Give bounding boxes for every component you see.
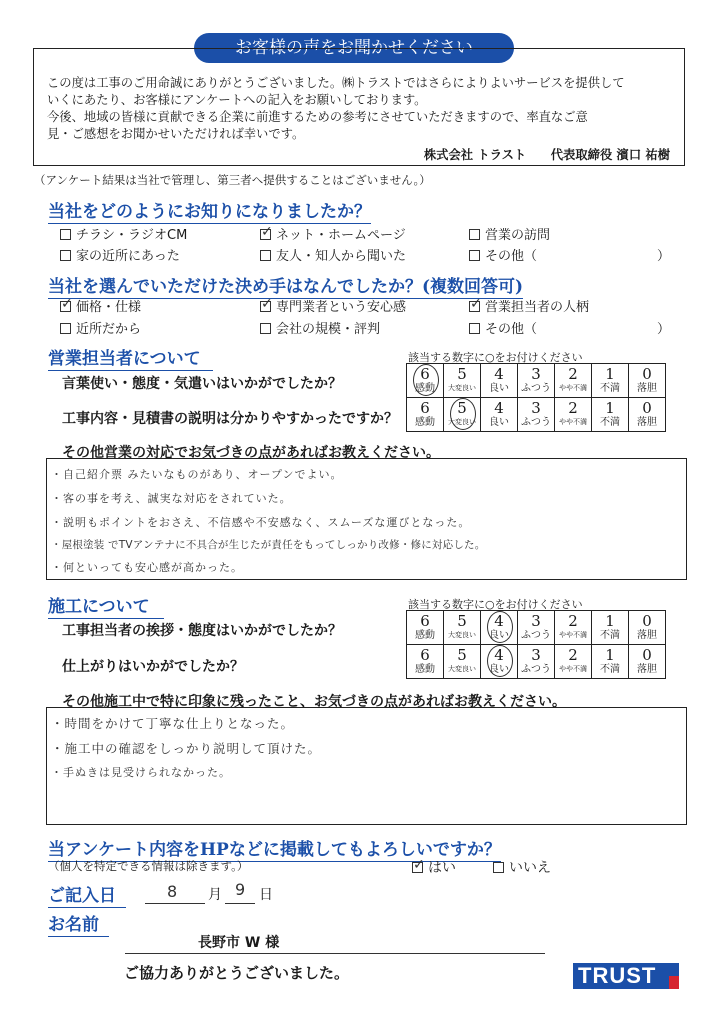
date-title: ご記入日 xyxy=(48,881,126,908)
comment-line: ・自己紹介票 みたいなものがあり、オープンでよい。 xyxy=(51,468,343,481)
construction-rating-table xyxy=(406,610,666,679)
rating-cell[interactable] xyxy=(444,611,481,645)
rating-label: 良い xyxy=(489,664,509,675)
rating-label: 落胆 xyxy=(637,383,657,394)
checkbox[interactable] xyxy=(260,323,271,334)
rating-number: 3 xyxy=(531,399,541,417)
rating-number: 1 xyxy=(605,646,615,664)
rating-cell[interactable] xyxy=(555,364,592,398)
comment-line: ・手ぬきは見受けられなかった。 xyxy=(51,766,231,779)
rating-cell[interactable] xyxy=(518,611,555,645)
rating-label: 落胆 xyxy=(637,630,657,641)
rating-label: 良い xyxy=(489,417,509,428)
rating-cell[interactable] xyxy=(407,611,444,645)
q2-option[interactable]: 会社の規模・評判 xyxy=(260,318,380,337)
rating-label: 大変良い xyxy=(448,631,476,639)
q2-close-paren: ） xyxy=(657,322,671,337)
rating-number: 2 xyxy=(568,365,578,383)
comment-line: ・何といっても安心感が高かった。 xyxy=(51,561,243,574)
rating-row xyxy=(407,364,666,398)
checkbox[interactable] xyxy=(493,862,504,873)
rating-label: 感動 xyxy=(415,383,435,394)
rating-number: 4 xyxy=(494,612,504,630)
intro-line: 見・ご感想をお聞かせいただければ幸いです。 xyxy=(47,127,305,141)
rating-label: やや不満 xyxy=(559,665,587,673)
rating-label: 感動 xyxy=(415,664,435,675)
rating-cell[interactable] xyxy=(555,645,592,679)
comment-line: ・施工中の確認をしっかり説明して頂けた。 xyxy=(51,741,322,756)
rating-label: やや不満 xyxy=(559,418,587,426)
checkbox-checked[interactable] xyxy=(469,301,480,312)
rating-cell[interactable] xyxy=(444,645,481,679)
checkbox[interactable] xyxy=(469,250,480,261)
rating-cell[interactable] xyxy=(555,611,592,645)
selection-circle xyxy=(487,611,513,643)
rating-cell[interactable] xyxy=(407,645,444,679)
rating-label: ふつう xyxy=(521,664,551,675)
q1-option[interactable]: その他（ xyxy=(469,245,537,264)
q2-option[interactable]: ✓ 営業担当者の人柄 xyxy=(469,296,589,315)
rating-cell[interactable] xyxy=(629,645,666,679)
rating-label: 感動 xyxy=(415,630,435,641)
construction-title: 施工について xyxy=(48,592,164,619)
rating-number: 0 xyxy=(642,612,652,630)
rating-number: 4 xyxy=(494,646,504,664)
q1-title: 当社をどのようにお知りになりましたか？ xyxy=(48,197,371,224)
rating-cell[interactable] xyxy=(518,398,555,432)
rating-label: ふつう xyxy=(521,383,551,394)
rating-number: 6 xyxy=(420,365,430,383)
rating-number: 1 xyxy=(605,399,615,417)
comment-line: ・説明もポイントをおさえ、不信感や不安感なく、スムーズな運びとなった。 xyxy=(51,516,471,529)
date-month-label: 月 xyxy=(208,887,222,903)
rating-label: やや不満 xyxy=(559,384,587,392)
name-field[interactable] xyxy=(125,930,545,954)
checkbox[interactable] xyxy=(260,250,271,261)
signature: 株式会社 トラスト 代表取締役 濱口 祐樹 xyxy=(423,148,670,162)
rating-label: 不満 xyxy=(600,630,620,641)
rating-number: 1 xyxy=(605,612,615,630)
rating-number: 0 xyxy=(642,646,652,664)
q1-option[interactable]: 友人・知人から聞いた xyxy=(260,245,406,264)
date-month-value: 8 xyxy=(167,882,178,901)
trust-logo xyxy=(573,963,679,989)
rating-cell[interactable] xyxy=(592,398,629,432)
intro-line: 今後、地域の皆様に貢献できる企業に前進するための参考にさせていただきますので、率直なご意 xyxy=(47,110,588,124)
rating-label: 不満 xyxy=(600,383,620,394)
construction-comment-box xyxy=(46,707,687,825)
checkbox[interactable] xyxy=(469,323,480,334)
sales-hint: 該当する数字に○をお付けください xyxy=(408,351,583,364)
q1-option[interactable]: ✓ ネット・ホームページ xyxy=(260,224,406,243)
sales-rating-table xyxy=(406,363,666,432)
q1-option[interactable]: 営業の訪問 xyxy=(469,224,550,243)
rating-row xyxy=(407,398,666,432)
q1-close-paren: ） xyxy=(657,249,671,264)
rating-label: 落胆 xyxy=(637,417,657,428)
checkbox-checked[interactable] xyxy=(60,301,71,312)
rating-number: 0 xyxy=(642,365,652,383)
rating-cell[interactable] xyxy=(481,364,518,398)
date-day-label: 日 xyxy=(259,887,273,903)
intro-text xyxy=(47,75,625,143)
date-day-value: 9 xyxy=(235,880,246,899)
rating-label: 良い xyxy=(489,383,509,394)
rating-label: 感動 xyxy=(415,417,435,428)
rating-cell[interactable] xyxy=(481,398,518,432)
rating-label: 大変良い xyxy=(448,665,476,673)
trust-logo-text: TRUST xyxy=(578,963,657,988)
rating-row xyxy=(407,645,666,679)
rating-number: 1 xyxy=(605,365,615,383)
q1-option[interactable]: 家の近所にあった xyxy=(60,245,180,264)
name-value: 長野市 W 様 xyxy=(198,935,280,951)
rating-cell[interactable] xyxy=(481,611,518,645)
q2-option[interactable]: ✓ 専門業者という安心感 xyxy=(260,296,406,315)
publish-note: （個人を特定できる情報は除きます。） xyxy=(48,859,249,873)
sales-question: 言葉使い・態度・気遣いはいかがでしたか？ xyxy=(62,376,342,392)
q2-title: 当社を選んでいただけた決め手はなんでしたか？(複数回答可) xyxy=(48,272,523,299)
rating-cell[interactable] xyxy=(481,645,518,679)
rating-number: 2 xyxy=(568,399,578,417)
comment-line: ・屋根塗装 でTVアンテナに不具合が生じたが責任をもってしっかり改修・修に対応した。 xyxy=(51,539,486,551)
sales-title: 営業担当者について xyxy=(48,344,213,371)
comment-line: ・客の事を考え、誠実な対応をされていた。 xyxy=(51,492,292,505)
checkbox[interactable] xyxy=(60,250,71,261)
rating-number: 2 xyxy=(568,646,578,664)
checkbox-checked[interactable] xyxy=(260,229,271,240)
checkbox-checked[interactable] xyxy=(412,862,423,873)
rating-cell[interactable] xyxy=(444,364,481,398)
rating-number: 5 xyxy=(457,646,467,664)
rating-cell[interactable] xyxy=(407,398,444,432)
selection-circle xyxy=(487,645,513,677)
rating-number: 6 xyxy=(420,399,430,417)
rating-cell[interactable] xyxy=(407,364,444,398)
rating-number: 6 xyxy=(420,612,430,630)
intro-line: この度は工事のご用命誠にありがとうございました。㈱トラストではさらによりよいサービスを提供して xyxy=(47,76,625,90)
selection-circle xyxy=(450,398,476,430)
rating-number: 5 xyxy=(457,365,467,383)
thanks-message: ご協力ありがとうございました。 xyxy=(124,964,350,982)
rating-number: 3 xyxy=(531,612,541,630)
rating-cell[interactable] xyxy=(592,364,629,398)
date-day-field[interactable] xyxy=(225,882,255,904)
q1-option[interactable]: チラシ・ラジオCM xyxy=(60,224,187,243)
rating-cell[interactable] xyxy=(629,364,666,398)
intro-line: いくにあたり、お客様にアンケートへの記入をお願いしております。 xyxy=(47,93,427,107)
rating-cell[interactable] xyxy=(444,398,481,432)
construction-hint: 該当する数字に○をお付けください xyxy=(408,598,583,611)
publish-no-option[interactable]: いいえ xyxy=(493,857,551,877)
comment-line: ・時間をかけて丁寧な仕上りとなった。 xyxy=(51,716,295,731)
sales-comment-prompt: その他営業の対応でお気づきの点があればお教えください。 xyxy=(62,445,440,461)
rating-number: 0 xyxy=(642,399,652,417)
construction-question: 工事担当者の挨拶・態度はいかがでしたか？ xyxy=(62,623,342,639)
checkbox[interactable] xyxy=(469,229,480,240)
rating-cell[interactable] xyxy=(629,398,666,432)
rating-cell[interactable] xyxy=(629,611,666,645)
construction-comment-prompt: その他施工中で特に印象に残ったこと、お気づきの点があればお教えください。 xyxy=(62,694,566,710)
rating-number: 3 xyxy=(531,646,541,664)
rating-number: 2 xyxy=(568,612,578,630)
rating-label: 不満 xyxy=(600,417,620,428)
rating-number: 5 xyxy=(457,399,467,417)
rating-label: ふつう xyxy=(521,630,551,641)
selection-circle xyxy=(413,364,439,396)
date-month-field[interactable] xyxy=(145,882,205,904)
rating-number: 4 xyxy=(494,399,504,417)
checkbox-checked[interactable] xyxy=(260,301,271,312)
construction-question: 仕上がりはいかがでしたか？ xyxy=(62,659,244,675)
rating-cell[interactable] xyxy=(592,645,629,679)
rating-label: やや不満 xyxy=(559,631,587,639)
rating-cell[interactable] xyxy=(592,611,629,645)
rating-label: 大変良い xyxy=(448,418,476,426)
header-banner-text: お客様の声をお聞かせください xyxy=(235,38,473,58)
rating-label: 良い xyxy=(489,630,509,641)
q2-option[interactable]: 近所だから xyxy=(60,318,141,337)
q2-option[interactable]: ✓価格・仕様 xyxy=(60,296,141,315)
rating-label: ふつう xyxy=(521,417,551,428)
checkbox[interactable] xyxy=(60,229,71,240)
sales-comment-box xyxy=(46,458,687,580)
publish-title: 当アンケート内容をHPなどに掲載してもよろしいですか？ xyxy=(48,835,501,862)
sales-question: 工事内容・見積書の説明は分かりやすかったですか？ xyxy=(62,411,398,427)
rating-label: 不満 xyxy=(600,664,620,675)
rating-label: 落胆 xyxy=(637,664,657,675)
rating-label: 大変良い xyxy=(448,384,476,392)
publish-yes-option[interactable]: ✓ はい xyxy=(412,857,456,877)
rating-cell[interactable] xyxy=(518,364,555,398)
privacy-note: （アンケート結果は当社で管理し、第三者へ提供することはございません。） xyxy=(34,173,431,187)
rating-cell[interactable] xyxy=(555,398,592,432)
name-title: お名前 xyxy=(48,910,109,937)
q2-option[interactable]: その他（ xyxy=(469,318,537,337)
rating-number: 6 xyxy=(420,646,430,664)
checkbox[interactable] xyxy=(60,323,71,334)
intro-box xyxy=(33,48,685,166)
rating-cell[interactable] xyxy=(518,645,555,679)
rating-number: 5 xyxy=(457,612,467,630)
rating-number: 4 xyxy=(494,365,504,383)
trust-logo-accent xyxy=(669,976,679,989)
rating-number: 3 xyxy=(531,365,541,383)
rating-row xyxy=(407,611,666,645)
